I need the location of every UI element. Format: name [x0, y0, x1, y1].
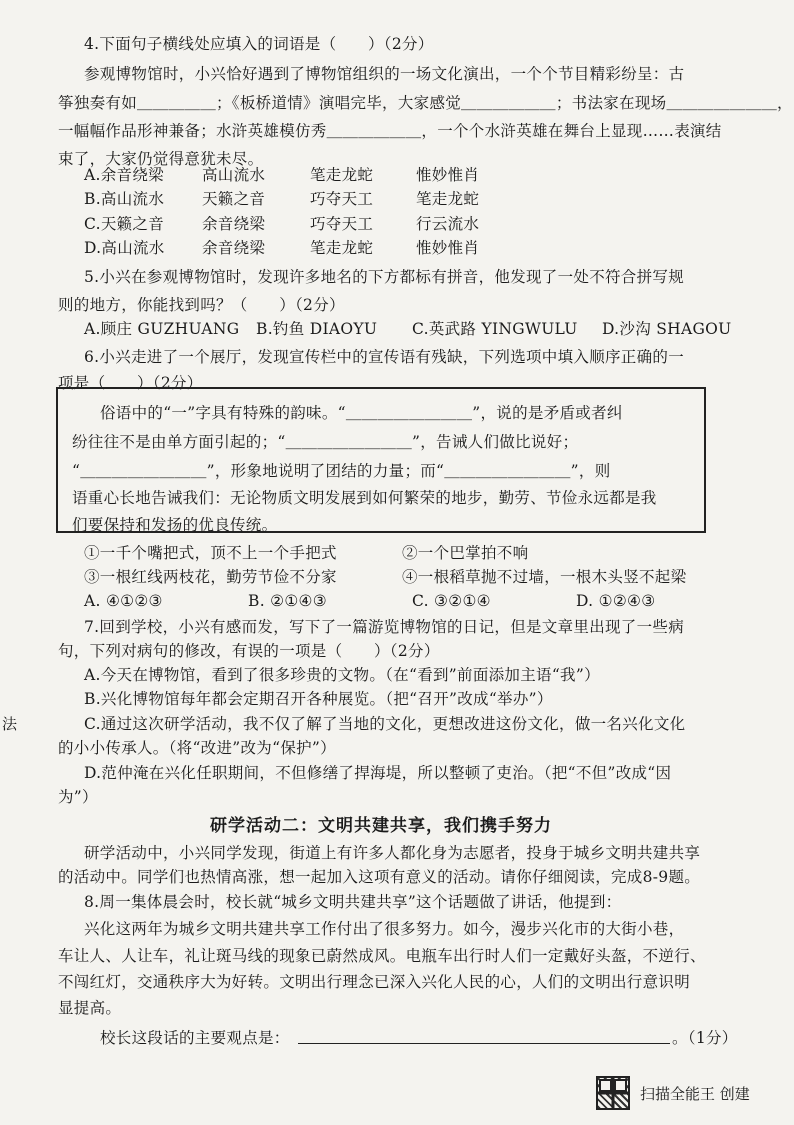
q6-options	[84, 590, 655, 612]
q5-option-d[interactable]: D.沙沟 SHAGOU	[602, 320, 732, 338]
q6-items-row2: ③一根红线两枝花，勤劳节俭不分家 ④一根稻草抛不过墙，一根木头竖不起梁	[84, 568, 687, 586]
q6-option-d[interactable]: D. ①②④③	[576, 592, 656, 610]
q4-option-b[interactable]: B.高山流水 天籁之音 巧夺天工 笔走龙蛇	[84, 190, 480, 208]
q7-option-c-line2: 的小小传承人。（将“改进”改为“保护”）	[58, 739, 336, 757]
activity2-intro-line2: 的活动中。同学们也热情高涨，想一起加入这项有意义的活动。请你仔细阅读，完成8-9题。	[58, 868, 701, 886]
q8-answer-blank[interactable]	[298, 1043, 670, 1044]
q4-passage-line1: 参观博物馆时，小兴恰好遇到了博物馆组织的一场文化演出，一个个节目精彩纷呈：古	[84, 65, 685, 83]
q5-option-b[interactable]: B.钓鱼 DIAOYU	[256, 320, 378, 338]
q6-option-b[interactable]: B. ②①④③	[248, 592, 327, 610]
q8-speech-line4: 显提高。	[58, 999, 122, 1017]
q7-stem-line2: 句，下列对病句的修改，有误的一项是（ ）（2分）	[58, 642, 440, 660]
q5-option-a[interactable]: A.顾庄 GUZHUANG	[84, 320, 240, 338]
q8-speech-line3: 不闯红灯，交通秩序大为好转。文明出行理念已深入兴化人民的心，人们的文明出行意识明	[58, 973, 691, 991]
q8-score: 。（1分）	[672, 1029, 738, 1047]
q6-option-c[interactable]: C. ③②①④	[412, 592, 491, 610]
q5-stem-line1: 5.小兴在参观博物馆时，发现许多地名的下方都标有拼音，他发现了一处不符合拼写规	[84, 268, 684, 286]
q7-option-d-line1[interactable]: D.范仲淹在兴化任职期间，不但修缮了捍海堤，所以整顿了吏治。（把“不但”改成“因	[84, 764, 672, 782]
q4-stem: 4.下面句子横线处应填入的词语是（ ）（2分）	[84, 35, 434, 53]
scanner-watermark: 扫描全能王 创建	[640, 1085, 750, 1103]
activity2-heading: 研学活动二：文明共建共享，我们携手努力	[210, 816, 552, 836]
q4-passage-line2: 筝独奏有如＿＿＿＿＿；《板桥道情》演唱完毕，大家感觉＿＿＿＿＿＿；书法家在现场＿＿＿＿＿＿＿，	[58, 94, 793, 112]
q4-option-d[interactable]: D.高山流水 余音绕梁 笔走龙蛇 惟妙惟肖	[84, 239, 480, 257]
margin-fragment: 法	[2, 715, 18, 733]
q6-option-a[interactable]: A. ④①②③	[84, 592, 163, 610]
q5-options	[84, 318, 732, 340]
q4-option-a[interactable]: A.余音绕梁 高山流水 笔走龙蛇 惟妙惟肖	[84, 166, 480, 184]
q6-box-line3: “＿＿＿＿＿＿＿＿”，形象地说明了团结的力量；而“＿＿＿＿＿＿＿＿”，则	[72, 462, 611, 480]
q6-box-line4: 语重心长地告诫我们：无论物质文明发展到如何繁荣的地步，勤劳、节俭永远都是我	[72, 489, 657, 507]
q5-option-c[interactable]: C.英武路 YINGWULU	[412, 320, 578, 338]
q4-option-c[interactable]: C.天籁之音 余音绕梁 巧夺天工 行云流水	[84, 215, 480, 233]
q8-stem: 8.周一集体晨会时，校长就“城乡文明共建共享”这个话题做了讲话，他提到：	[84, 893, 622, 911]
q7-option-d-line2: 为”）	[58, 788, 98, 806]
q7-stem-line1: 7.回到学校，小兴有感而发，写下了一篇游览博物馆的日记，但是文章里出现了一些病	[84, 618, 684, 636]
q6-stem-line2: 项是（ ）（2分）	[58, 374, 203, 392]
q4-passage-line3: 一幅幅作品形神兼备；水浒英雄模仿秀＿＿＿＿＿＿，一个个水浒英雄在舞台上显现……表演结	[58, 122, 722, 140]
q8-answer-label: 校长这段话的主要观点是：	[100, 1029, 290, 1047]
q5-stem-line2: 则的地方，你能找到吗？（ ）（2分）	[58, 296, 345, 314]
q7-option-b[interactable]: B.兴化博物馆每年都会定期召开各种展览。（把“召开”改成“举办”）	[84, 690, 553, 708]
q8-speech-line2: 车让人、人让车，礼让斑马线的现象已蔚然成风。电瓶车出行时人们一定戴好头盔，不逆行、	[58, 947, 706, 965]
qr-code-icon	[596, 1076, 630, 1110]
q4-passage-line4: 束了，大家仍觉得意犹未尽。	[58, 150, 264, 168]
q6-box-line1: 俗语中的“一”字具有特殊的韵味。“＿＿＿＿＿＿＿＿”，说的是矛盾或者纠	[100, 404, 623, 422]
q7-option-a[interactable]: A.今天在博物馆，看到了很多珍贵的文物。（在“看到”前面添加主语“我”）	[84, 666, 600, 684]
activity2-intro-line1: 研学活动中，小兴同学发现，街道上有许多人都化身为志愿者，投身于城乡文明共建共享	[84, 844, 701, 862]
q6-box-line5: 们要保持和发扬的优良传统。	[72, 516, 278, 534]
q6-box-line2: 纷往往不是由单方面引起的；“＿＿＿＿＿＿＿＿”，告诫人们做比说好；	[72, 433, 579, 451]
q8-speech-line1: 兴化这两年为城乡文明共建共享工作付出了很多努力。如今，漫步兴化市的大街小巷，	[84, 920, 685, 938]
q6-stem-line1: 6.小兴走进了一个展厅，发现宣传栏中的宣传语有残缺，下列选项中填入顺序正确的一	[84, 348, 684, 366]
q7-option-c-line1[interactable]: C.通过这次研学活动，我不仅了解了当地的文化，更想改进这份文化，做一名兴化文化	[84, 715, 686, 733]
q6-items-row1: ①一千个嘴把式，顶不上一个手把式 ②一个巴掌拍不响	[84, 544, 529, 562]
